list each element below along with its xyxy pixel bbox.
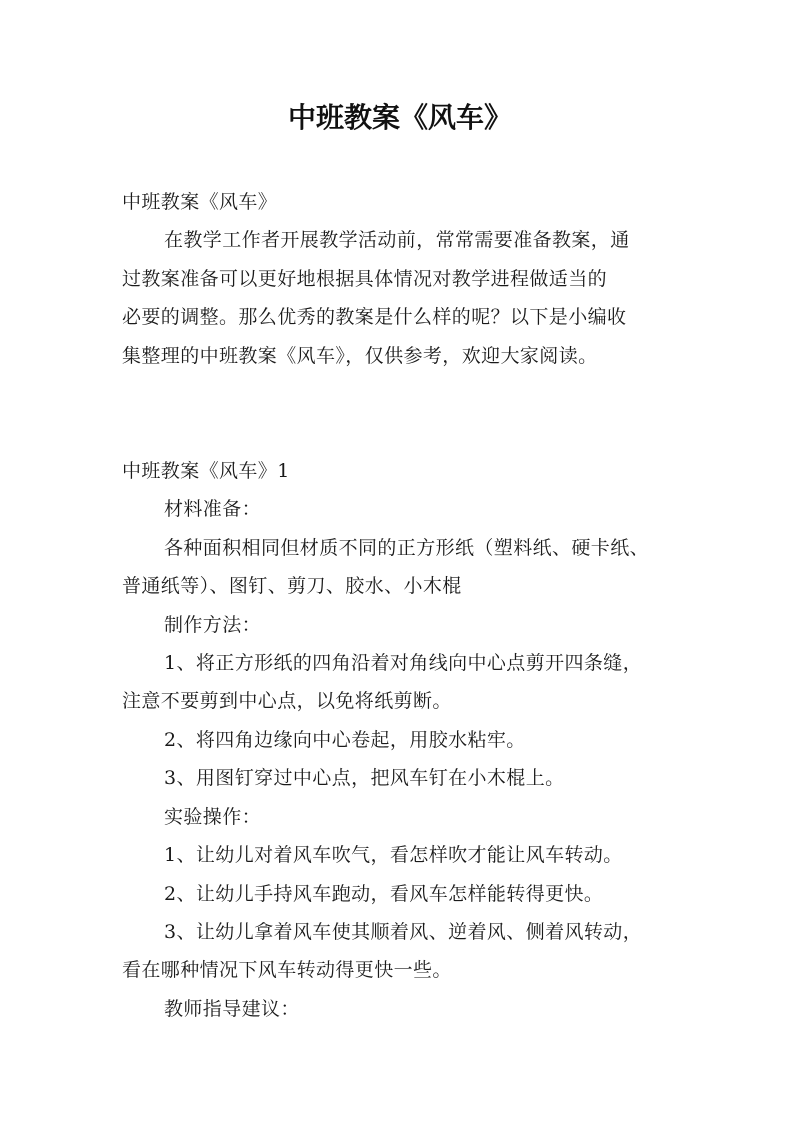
subheading-method: 制作方法： bbox=[164, 613, 262, 636]
experiment-step: 看在哪种情况下风车转动得更快一些。 bbox=[122, 959, 452, 982]
subheading-guidance: 教师指导建议： bbox=[164, 997, 300, 1020]
section-heading: 中班教案《风车》1 bbox=[122, 460, 290, 483]
materials-line: 各种面积相同但材质不同的正方形纸（塑料纸、硬卡纸、 bbox=[164, 536, 650, 559]
experiment-step: 2、让幼儿手持风车跑动，看风车怎样能转得更快。 bbox=[164, 882, 604, 905]
subheading-experiment: 实验操作： bbox=[164, 805, 262, 828]
subheading-materials: 材料准备： bbox=[164, 498, 262, 521]
intro-heading: 中班教案《风车》 bbox=[122, 191, 278, 213]
intro-paragraph-line: 过教案准备可以更好地根据具体情况对教学进程做适当的 bbox=[122, 267, 608, 290]
method-step: 注意不要剪到中心点，以免将纸剪断。 bbox=[122, 690, 452, 713]
document-body bbox=[122, 183, 694, 1028]
page-title: 中班教案《风车》 bbox=[287, 101, 512, 134]
experiment-step: 3、让幼儿拿着风车使其顺着风、逆着风、侧着风转动， bbox=[164, 920, 643, 943]
method-step: 1、将正方形纸的四角沿着对角线向中心点剪开四条缝， bbox=[164, 652, 643, 675]
materials-line: 普通纸等）、图钉、剪刀、胶水、小木棍 bbox=[122, 575, 462, 598]
method-step: 2、将四角边缘向中心卷起，用胶水粘牢。 bbox=[164, 728, 526, 751]
method-step: 3、用图钉穿过中心点，把风车钉在小木棍上。 bbox=[164, 767, 565, 790]
intro-paragraph-line: 集整理的中班教案《风车》，仅供参考，欢迎大家阅读。 bbox=[122, 344, 598, 367]
intro-paragraph-line: 必要的调整。那么优秀的教案是什么样的呢？以下是小编收 bbox=[122, 306, 627, 329]
section-spacer bbox=[122, 375, 694, 452]
intro-paragraph-line: 在教学工作者开展教学活动前，常常需要准备教案，通 bbox=[164, 229, 630, 252]
experiment-step: 1、让幼儿对着风车吹气，看怎样吹才能让风车转动。 bbox=[164, 844, 623, 867]
